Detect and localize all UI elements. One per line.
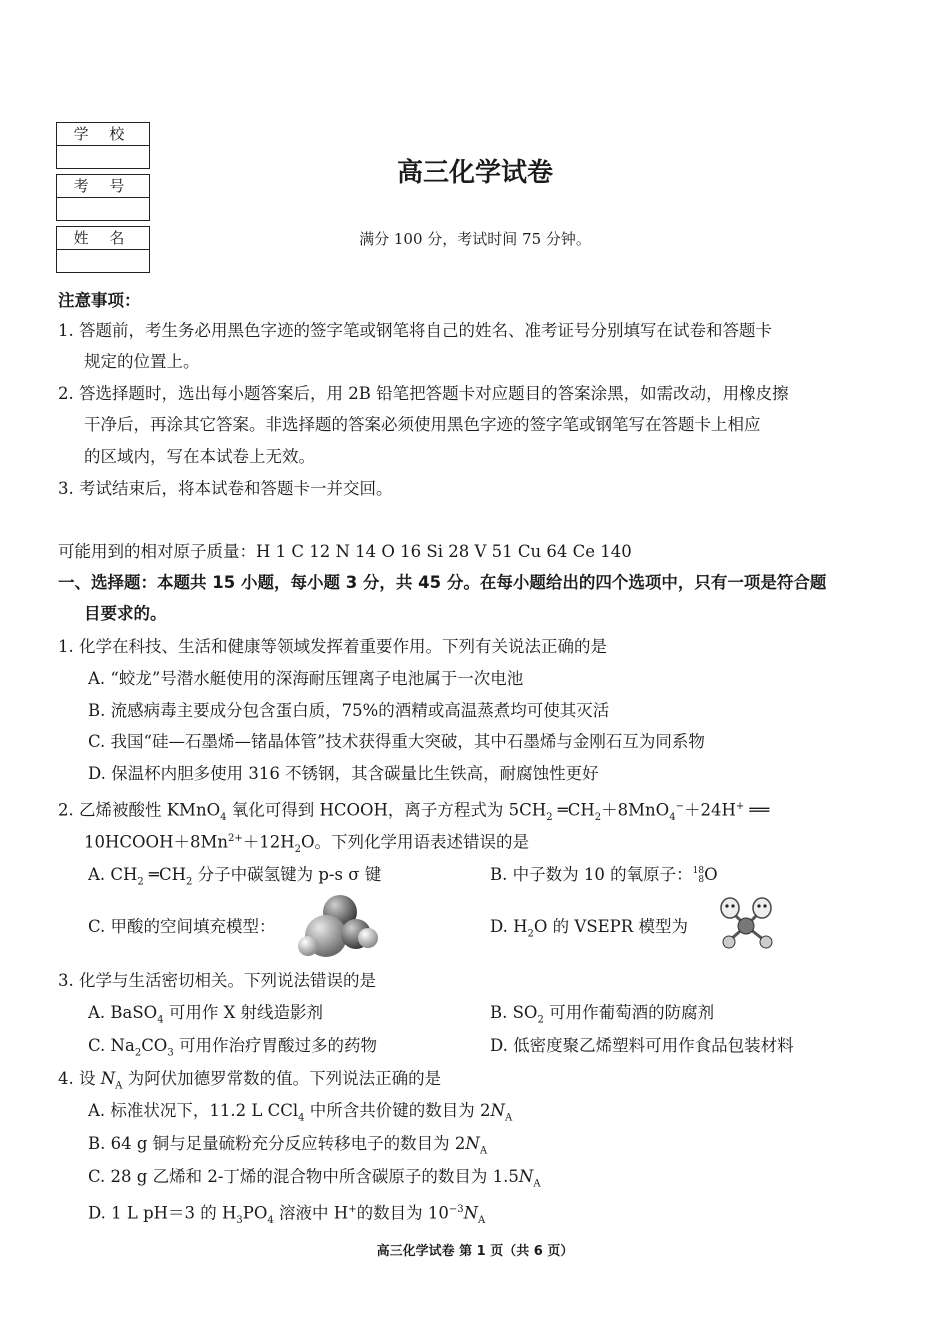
- q1-stem: 1. 化学在科技、生活和健康等领域发挥着重要作用。下列有关说法正确的是: [58, 637, 607, 656]
- hydrogen-atom-2: [298, 936, 318, 956]
- q3-option-d: D. 低密度聚乙烯塑料可用作食品包装材料: [490, 1036, 794, 1055]
- q3-option-c: C. $Na_2CO_3$ 可用作治疗胃酸过多的药物: [88, 1036, 377, 1059]
- page-subtitle: 满分 100 分，考试时间 75 分钟。: [359, 230, 591, 248]
- note-2-line-3: 的区域内，写在本试卷上无效。: [84, 447, 315, 466]
- q4-option-b: B. 64 g 铜与足量硫粉充分反应转移电子的数目为 $2N_A$: [88, 1134, 488, 1157]
- q3-option-a: A. BaSO$_4$ 可用作 X 射线造影剂: [88, 1003, 324, 1026]
- q4-option-d: D. 1 L pH＝3 的 $H_3PO_4$ 溶液中 H+的数目为 $10^{-3}N_A$: [88, 1203, 486, 1226]
- note-1-line-2: 规定的位置上。: [84, 352, 200, 371]
- q1-option-a: A. “蛟龙”号潜水艇使用的深海耐压锂离子电池属于一次电池: [88, 669, 524, 688]
- note-1-line-1: 1. 答题前，考生务必用黑色字迹的签字笔或钢笔将自己的姓名、准考证号分别填写在试卷和答题卡: [58, 321, 772, 340]
- q2-option-a: A. $CH_2$ $═CH_2$ 分子中碳氢键为 p-s σ 键: [88, 865, 382, 888]
- exam-number-field[interactable]: [57, 198, 149, 220]
- hydrogen-atom: [358, 928, 378, 948]
- hydrogen-atom: [723, 936, 735, 948]
- water-vsepr-model: [718, 894, 778, 954]
- note-2-line-2: 干净后，再涂其它答案。非选择题的答案必须使用黑色字迹的签字笔或钢笔写在答题卡上相应: [84, 415, 761, 434]
- atomic-masses: 可能用到的相对原子质量：H 1 C 12 N 14 O 16 Si 28 V 51 Cu 64 Ce 140: [58, 542, 632, 561]
- q1-option-c: C. 我国“硅—石墨烯—锗晶体管”技术获得重大突破，其中石墨烯与金刚石互为同系物: [88, 732, 705, 751]
- school-label: 学 校: [57, 123, 149, 146]
- q3-option-b: B. $SO_2$ 可用作葡萄酒的防腐剂: [490, 1003, 715, 1026]
- q1-option-b: B. 流感病毒主要成分包含蛋白质，75%的酒精或高温蒸煮均可使其灭活: [88, 701, 610, 720]
- q2-stem-line-2: $10HCOOH+8Mn^{2+}+12H_2O$。下列化学用语表述错误的是: [84, 832, 530, 855]
- note-3-line-1: 3. 考试结束后，将本试卷和答题卡一并交回。: [58, 479, 393, 498]
- section-1-line-1: 一、选择题：本题共 15 小题，每小题 3 分，共 45 分。在每小题给出的四个选项中，只有一项是符合题: [58, 573, 827, 592]
- exam-number-label: 考 号: [57, 175, 149, 198]
- q2-option-c: C. 甲酸的空间填充模型：: [88, 917, 276, 936]
- name-label: 姓 名: [57, 227, 149, 250]
- lone-pair-lobe-2: [753, 898, 771, 918]
- q4-option-c: C. 28 g 乙烯和 2-丁烯的混合物中所含碳原子的数目为 $1.5N_A$: [88, 1167, 541, 1190]
- note-2-line-1: 2. 答选择题时，选出每小题答案后，用 2B 铅笔把答题卡对应题目的答案涂黑，如需改动，用橡皮擦: [58, 384, 789, 403]
- q4-option-a: A. 标准状况下，11.2 L CCl$_4$ 中所含共价键的数目为 $2N_A$: [88, 1101, 513, 1124]
- section-1-line-2: 目要求的。: [84, 604, 167, 623]
- page-footer: 高三化学试卷 第 1 页（共 6 页）: [376, 1244, 574, 1259]
- q2-option-b: B. 中子数为 10 的氧原子：18 8O: [490, 865, 718, 885]
- q2-option-d: D. $H_2O$ 的 VSEPR 模型为: [490, 917, 688, 940]
- q1-option-d: D. 保温杯内胆多使用 316 不锈钢，其含碳量比生铁高，耐腐蚀性更好: [88, 764, 599, 783]
- hydrogen-atom-2: [760, 936, 772, 948]
- notes-heading: 注意事项：: [58, 291, 141, 310]
- q3-stem: 3. 化学与生活密切相关。下列说法错误的是: [58, 971, 376, 990]
- name-field[interactable]: [57, 250, 149, 272]
- formic-acid-space-filling-model: [296, 892, 384, 962]
- lone-pair-lobe: [721, 898, 739, 918]
- q4-stem: 4. 设 $N_A$ 为阿伏加德罗常数的值。下列说法正确的是: [58, 1069, 442, 1092]
- q2-stem-line-1: 2. 乙烯被酸性 KMnO$_4$ 氧化可得到 HCOOH，离子方程式为 $5CH_2$ $═CH_2+8MnO_4^-+24H^+$ ══: [58, 800, 770, 823]
- page-title: 高三化学试卷: [396, 158, 553, 188]
- oxygen-center-atom: [738, 918, 754, 934]
